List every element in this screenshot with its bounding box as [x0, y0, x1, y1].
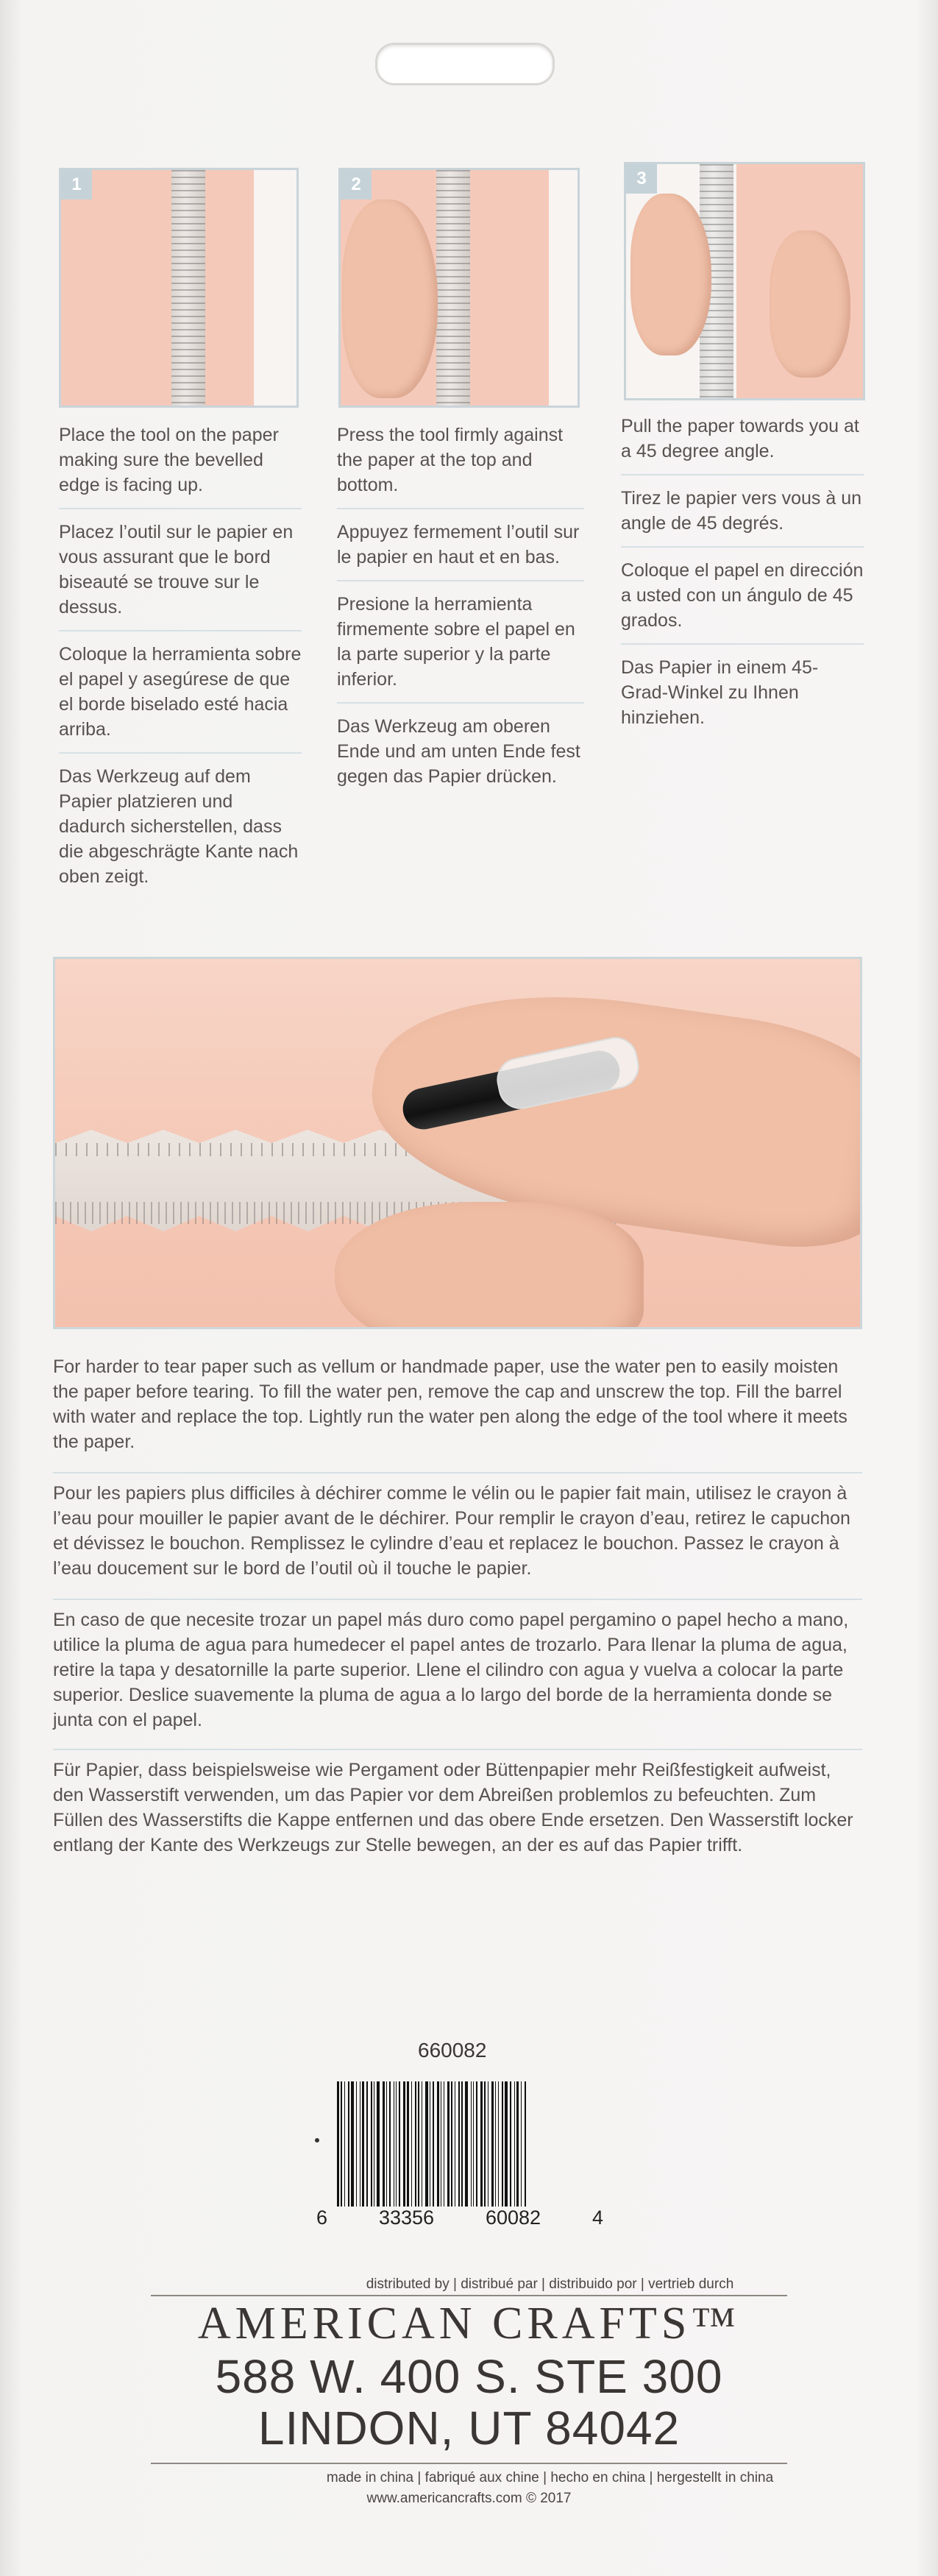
barcode-digits — [316, 2207, 603, 2229]
hand-image — [630, 194, 711, 355]
barcode-bar — [495, 2081, 496, 2207]
address-line-2: LINDON, UT 84042 — [257, 2402, 681, 2455]
barcode-bar — [389, 2081, 391, 2207]
ruler-tool — [171, 170, 205, 406]
barcode-bar — [351, 2081, 354, 2207]
barcode-bar — [447, 2081, 450, 2207]
instruction-fr: Placez l’outil sur le papier en vous assurant que le bord biseauté se trouve sur le dessus. — [59, 509, 302, 631]
barcode-bar — [484, 2081, 486, 2207]
step-1-illustration — [59, 168, 299, 408]
step-number: 3 — [626, 164, 657, 194]
barcode — [337, 2081, 574, 2207]
instruction-en: Press the tool firmly against the paper at the top and bottom. — [337, 422, 584, 509]
barcode-digits-group2: 60082 — [485, 2207, 541, 2229]
hand-image — [342, 199, 438, 398]
barcode-bar — [433, 2081, 434, 2207]
water-pen-text-fr: Pour les papiers plus difficiles à déchirer comme le vélin ou le papier fait main, utilisez le crayon à l’eau pour mouiller le papier avant de le déchirer. Pour remplir le crayon d’eau, retirez le capuchon et dévissez le bouchon. Remplissez le cylindre d’eau et replacez le bouchon. Passez le crayon à l’eau doucement sur le bord de l’outil où il touche le papier. — [53, 1483, 850, 1579]
barcode-digits-group1: 33356 — [378, 2207, 435, 2229]
instruction-de: Das Papier in einem 45-Grad-Winkel zu Ihnen hinziehen. — [621, 657, 819, 728]
step-2-illustration — [338, 168, 580, 408]
instruction-en: Place the tool on the paper making sure the bevelled edge is facing up. — [59, 422, 302, 509]
barcode-bar — [399, 2081, 400, 2207]
barcode-bar — [451, 2081, 452, 2207]
barcode-bar — [418, 2081, 419, 2207]
divider — [53, 1599, 862, 1600]
hand-image — [335, 1202, 644, 1329]
barcode-digit-right: 4 — [591, 2207, 603, 2229]
barcode-bar — [471, 2081, 472, 2207]
instruction-de: Das Werkzeug auf dem Papier platzieren und dadurch sicherstellen, dass die abgeschrägte Kante nach oben zeigt. — [59, 766, 299, 887]
barcode-bar — [348, 2081, 349, 2207]
step-3-text — [621, 414, 864, 740]
barcode-bar — [366, 2081, 368, 2207]
instruction-fr: Appuyez fermement l’outil sur le papier en haut et en bas. — [337, 509, 584, 581]
mark — [315, 2138, 319, 2142]
barcode-bar — [411, 2081, 412, 2207]
barcode-bar — [514, 2081, 515, 2207]
barcode-bar — [344, 2081, 345, 2207]
barcode-bar — [502, 2081, 503, 2207]
step-2-text — [337, 422, 584, 799]
divider — [151, 2463, 787, 2464]
water-pen-text-en: For harder to tear paper such as vellum or handmade paper, use the water pen to easily moisten the paper before tearing. To fill the water pen, remove the cap and unscrew the top. Fill the barrel with water and replace the top. Lightly run the water pen along the edge of the tool where it meets the paper. — [53, 1356, 848, 1452]
divider — [151, 2295, 787, 2296]
barcode-bar — [337, 2081, 339, 2207]
barcode-digit-left: 6 — [316, 2207, 328, 2229]
barcode-bar — [341, 2081, 342, 2207]
water-pen-photo — [53, 957, 862, 1329]
instruction-en: Pull the paper towards you at a 45 degree angle. — [621, 414, 864, 475]
barcode-bar — [403, 2081, 405, 2207]
brand-logo: AMERICAN CRAFTS™ — [197, 2299, 741, 2349]
address-line-1: 588 W. 400 S. STE 300 — [215, 2350, 723, 2403]
barcode-bar — [461, 2081, 463, 2207]
hand-image — [770, 230, 850, 378]
barcode-bar — [491, 2081, 494, 2207]
step-1-text — [59, 422, 302, 899]
water-pen-text-es: En caso de que necesite trozar un papel más duro como papel pergamino o papel hecho a mano, utilice la pluma de agua para humedecer el papel antes de trozarlo. Para llenar la pluma de agua, retire la tapa y desatornille la parte superior. Llene el cilindro con agua y vuelva a colocar la parte superior. Deslice suavemente la pluma de agua a lo largo del borde de la herramienta donde se junta con el papel. — [53, 1610, 849, 1730]
step-3-illustration — [624, 162, 865, 400]
divider — [53, 1749, 862, 1750]
barcode-bar — [521, 2081, 522, 2207]
step-number: 2 — [341, 170, 372, 199]
paper-edge — [254, 170, 296, 406]
barcode-bar — [476, 2081, 477, 2207]
paper-edge — [549, 170, 578, 406]
hang-hole — [375, 43, 555, 85]
instruction-es: Presione la herramienta firmemente sobre el papel en la parte superior y la parte inferior. — [337, 581, 584, 704]
barcode-bar — [377, 2081, 380, 2207]
made-in: made in china | fabriqué aux chine | hecho en china | hergestellt in china — [326, 2470, 774, 2485]
barcode-bar — [386, 2081, 387, 2207]
barcode-bar — [407, 2081, 409, 2207]
barcode-bar — [362, 2081, 364, 2207]
website: www.americancrafts.com © 2017 — [366, 2491, 572, 2506]
barcode-bar — [396, 2081, 397, 2207]
barcode-bar — [356, 2081, 357, 2207]
ruler-tool — [436, 170, 470, 406]
water-pen-text-de: Für Papier, dass beispielsweise wie Pergament oder Büttenpapier mehr Reißfestigkeit aufweist, den Wasserstift verwenden, um das Papier vor dem Abreißen problemlos zu befeuchten. Zum Füllen des Wasserstifts die Kappe entfernen und das obere Ende ersetzen. Den Wasserstift locker entlang der Kante des Werkzeugs zur Stelle bewegen, an der es auf das Papier trifft. — [53, 1760, 853, 1855]
barcode-bar — [516, 2081, 519, 2207]
barcode-bar — [498, 2081, 499, 2207]
barcode-bar — [510, 2081, 511, 2207]
barcode-bar — [480, 2081, 483, 2207]
barcode-bar — [425, 2081, 428, 2207]
barcode-bar — [505, 2081, 508, 2207]
sku-number: 660082 — [418, 2039, 487, 2062]
step-number: 1 — [61, 170, 92, 199]
barcode-bar — [473, 2081, 474, 2207]
barcode-bar — [371, 2081, 372, 2207]
barcode-bar — [525, 2081, 526, 2207]
barcode-bar — [415, 2081, 416, 2207]
barcode-bar — [458, 2081, 460, 2207]
barcode-bar — [437, 2081, 439, 2207]
instruction-es: Coloque el papel en dirección a usted con un ángulo de 45 grados. — [621, 548, 864, 645]
instruction-es: Coloque la herramienta sobre el papel y asegúrese de que el borde biselado esté hacia arriba. — [59, 631, 302, 754]
distributed-by: distributed by | distribué par | distribuido por | vertrieb durch — [366, 2276, 734, 2292]
instruction-de: Das Werkzeug am oberen Ende und am unten Ende fest gegen das Papier drücken. — [337, 716, 580, 787]
instruction-fr: Tirez le papier vers vous à un angle de 45 degrés. — [621, 475, 864, 548]
divider — [53, 1472, 862, 1473]
barcode-bar — [465, 2081, 468, 2207]
barcode-bar — [383, 2081, 385, 2207]
